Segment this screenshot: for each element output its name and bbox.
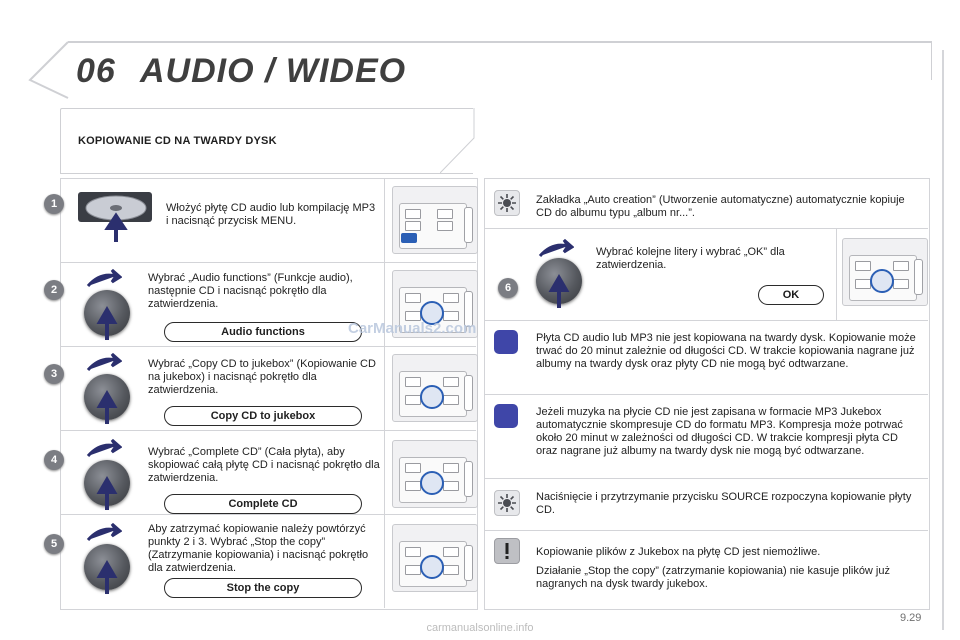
chapter-title: AUDIO / WIDEO	[140, 52, 407, 90]
complete-cd-button[interactable]: Complete CD	[164, 494, 362, 514]
warning-icon	[494, 538, 520, 564]
stop-the-copy-button[interactable]: Stop the copy	[164, 578, 362, 598]
step-number-1: 1	[44, 194, 64, 214]
info-icon	[494, 404, 518, 428]
audio-functions-button[interactable]: Audio functions	[164, 322, 362, 342]
chapter-number: 06	[76, 52, 116, 90]
rotate-arrow-icon	[86, 268, 122, 290]
step-3-text: Wybrać „Copy CD to jukebox” (Kopiowanie CD na jukebox) i nacisnąć pokrętło dla zatwierdzenia.	[148, 358, 376, 396]
watermark: CarManuals2.com	[348, 320, 477, 337]
info-icon	[494, 330, 518, 354]
step-number-5: 5	[44, 534, 64, 554]
push-arrow-icon	[548, 274, 570, 310]
menu-button-highlight	[401, 233, 417, 243]
knob-highlight	[870, 269, 894, 293]
copy-cd-to-jukebox-button[interactable]: Copy CD to jukebox	[164, 406, 362, 426]
control-panel-3	[392, 354, 478, 422]
control-panel-1	[392, 186, 478, 254]
tip-sun-icon	[494, 190, 520, 216]
push-arrow-icon	[96, 560, 118, 596]
footer-watermark: carmanualsonline.info	[426, 622, 534, 634]
warning-line-1: Kopiowanie plików z Jukebox na płytę CD jest niemożliwe.	[536, 546, 821, 558]
control-panel-5	[392, 524, 478, 592]
step-2-text: Wybrać „Audio functions” (Funkcje audio), następnie CD i nacisnąć pokrętło dla zatwierdzenia.	[148, 272, 353, 310]
rotate-arrow-icon	[538, 238, 574, 260]
push-arrow-icon	[96, 306, 118, 342]
auto-creation-text: Zakładka „Auto creation” (Utworzenie automatyczne) automatycznie kopiuje CD do albumu typu „album nr...”.	[536, 194, 905, 219]
knob-highlight	[420, 385, 444, 409]
rotate-arrow-icon	[86, 522, 122, 544]
step-4-text: Wybrać „Complete CD” (Cała płyta), aby skopiować całą płytę CD i nacisnąć pokrętło dla zatwierdzenia.	[148, 446, 380, 484]
warning-line-2: Działanie „Stop the copy” (zatrzymanie kopiowania) nie kasuje plików już nagranych na dysk twardy jukebox.	[536, 565, 890, 590]
rotate-arrow-icon	[86, 438, 122, 460]
cd-slot-illustration	[76, 186, 156, 246]
ok-button[interactable]: OK	[758, 285, 824, 305]
section-box-corner	[440, 108, 476, 174]
step-6-text: Wybrać kolejne litery i wybrać „OK” dla zatwierdzenia.	[596, 246, 785, 271]
info-1-text: Płyta CD audio lub MP3 nie jest kopiowana na twardy dysk. Kopiowanie może trwać do 20 minut zależnie od długości CD. W trakcie kopiowania nagrane już albumy na twardy dysk oraz płyty CD nie mogą być odtwarzane.	[536, 332, 916, 370]
control-panel-6	[842, 238, 928, 306]
step-6-divider	[836, 228, 837, 320]
step-5-text: Aby zatrzymać kopiowanie należy powtórzyć punkty 2 i 3. Wybrać „Stop the copy” (Zatrzymanie kopiowania) i nacisnąć pokrętło dla zatwierdzenia.	[148, 523, 369, 574]
knob-highlight	[420, 555, 444, 579]
knob-highlight	[420, 471, 444, 495]
step-number-2: 2	[44, 280, 64, 300]
page-number: 9.29	[900, 612, 922, 624]
push-arrow-icon	[96, 390, 118, 426]
step-number-4: 4	[44, 450, 64, 470]
rotate-arrow-icon	[86, 352, 122, 374]
info-2-text: Jeżeli muzyka na płycie CD nie jest zapisana w formacie MP3 Jukebox automatycznie skompresuje CD do formatu MP3. Kompresja może potrwać około 20 minut w zależności od długości CD. W trakcie kompresji płyta CD oraz nagrane już albumy na twardy dysk nie mogą być odtwarzane.	[536, 406, 903, 457]
control-panel-4	[392, 440, 478, 508]
step-number-3: 3	[44, 364, 64, 384]
section-title: KOPIOWANIE CD NA TWARDY DYSK	[78, 135, 277, 147]
step-number-6: 6	[498, 278, 518, 298]
page-edge-rule	[942, 50, 944, 630]
tip-sun-icon	[494, 490, 520, 516]
step-1-text: Włożyć płytę CD audio lub kompilację MP3 i nacisnąć przycisk MENU.	[166, 202, 376, 227]
source-tip-text: Naciśnięcie i przytrzymanie przycisku SOURCE rozpoczyna kopiowanie płyty CD.	[536, 491, 912, 516]
push-arrow-icon	[96, 476, 118, 512]
